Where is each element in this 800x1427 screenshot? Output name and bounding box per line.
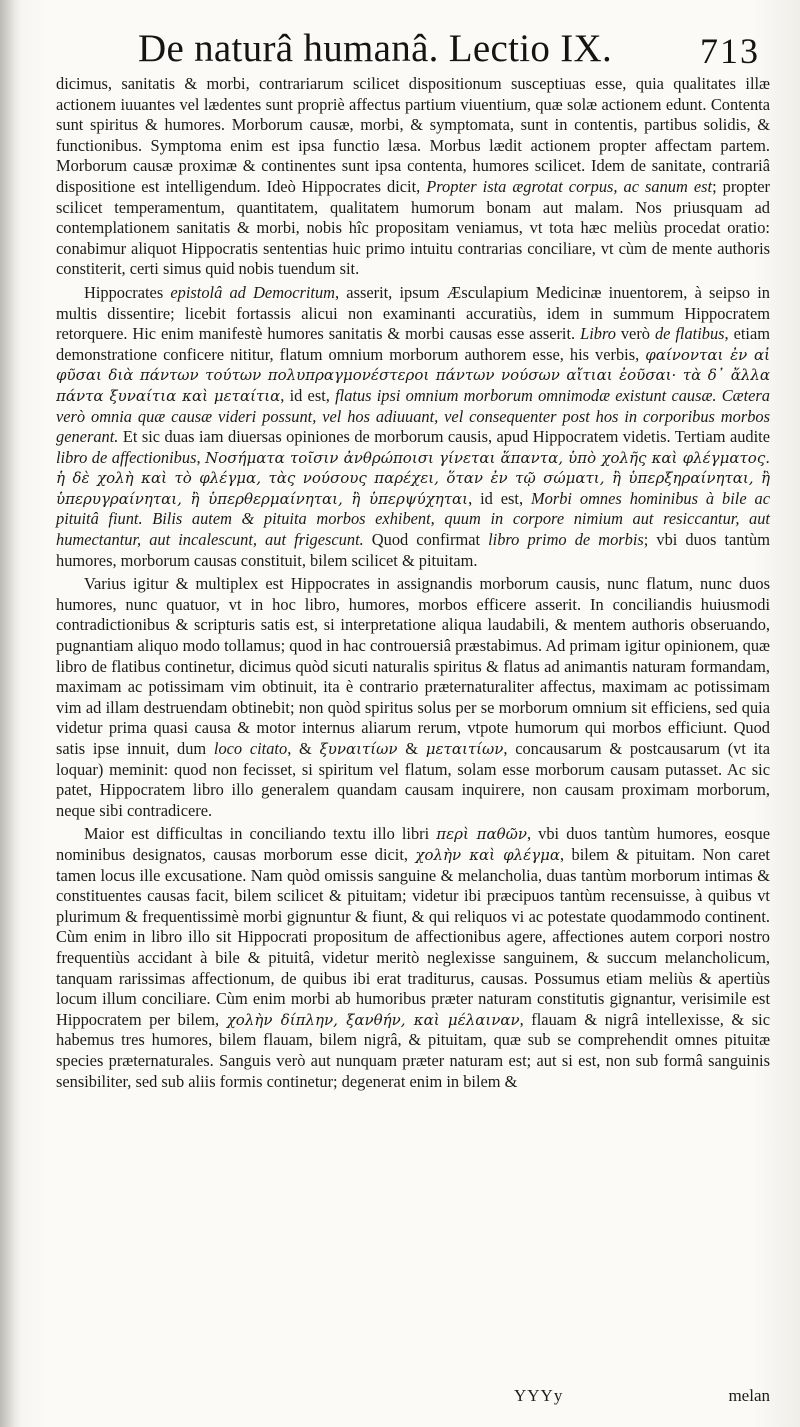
text-run: , vbi duos tantùm humores, eosque nominibus designatos, causas morborum esse dicit, (56, 824, 770, 864)
running-title: De naturâ humanâ. Lectio IX. (138, 27, 613, 70)
italic-citation: libro primo de morbis (488, 530, 644, 550)
text-run: ; propter scilicet temperamentum, quantitatem, qualitatem humorum bonam aut malam. Nos priusquam ad contemplationem sanitatis & morbi, nobis hîc propositam veniamus, vt tota hæc meliùs procedat oratio: conabimur aliquot Hippocratis sententias huic primo intuitu contrarias conciliare, vt cùm de mente authoris constiterit, certi simus quid nobis tuendum sit. (56, 176, 770, 279)
greek-quotation: ξυναιτίων (319, 740, 398, 758)
text-run: , flauam & nigrâ intellexisse, & sic habemus tres humores, bilem flauam, bilem nigrâ, & pituitam, quæ sub se comprehendit omnes pituitæ species præternaturales. Sanguis verò aut nunquam præter naturam est; aut si est, non sub formâ sanguinis sensibiliter, sed sub aliis formis continetur; degenerat enim in bilem & (56, 1009, 770, 1091)
greek-quotation: περὶ παθῶν (436, 825, 527, 844)
italic-citation: Libro (580, 324, 616, 344)
italic-citation: Morbi omnes hominibus à bile ac pituitâ fiunt. Bilis autem & pituita morbos exhibent, quum in corpore nimium aut resiccantur, aut humectantur, aut incalescunt, aut frigescunt. (56, 488, 770, 550)
greek-quotation: φαίνονται ἐν αἱ φῦσαι διὰ πάντων τούτων πολυπραγμονέστεροι πάντων νούσων αἴτιαι ἐοῦσαι· τὰ δ᾽ ἄλλα πάντα ξυναίτια καὶ μεταίτια (56, 345, 770, 405)
text-run: Quod confirmat (363, 530, 489, 550)
catchword: melan (728, 1386, 770, 1405)
text-run: , concausarum & postcausarum (vt ita loquar) meminit: quod non fecisset, si spiritum vel flatum, solam esse morborum causam putasset. Ac sic patet, Hippocratem libro illo generalem quandam causam inquirere, non causam proximam morborum, neque sibi contradicere. (56, 739, 770, 820)
text-run: Varius igitur & multiplex est Hippocrates in assignandis morborum causis, nunc flatum, nunc duos humores, nunc quatuor, vt in hoc libro, humores, morbos efficere asserit. In conciliandis huiusmodi contradictionibus & scripturis satis est, si interpretatione aliqua laudabili, & mentem authoris obseruando, pugnantiam aliquo modo tollamus; quod in hac controuersiâ præstabimus. Ad primam igitur opinionem, quæ libro de flatibus continetur, dicimus quòd sicuti naturalis spiritus & flatus ad animantis naturam formandam, maximam ac potissimam vim obtinuit, ita è contrario præternaturaliter affectus, maximam ac potissimam vim ad illam destruendam obtinebit; non quòd spiritus solus per se morborum omnium sit efficiens, sed quia videtur prima quasi causa & motor internus aliarum rerum, vtpote humorum qui morbos efficiunt. Quod satis ipse innuit, dum (56, 574, 770, 758)
greek-quotation: χολὴν δίπλην, ξανθήν, καὶ μέλαιναν (226, 1010, 520, 1029)
paragraph (56, 824, 770, 1092)
paragraph (56, 74, 770, 280)
signature-mark: YYYy (514, 1386, 564, 1405)
greek-quotation: μεταιτίων (425, 740, 504, 758)
italic-citation: de flatibus (654, 324, 725, 344)
paragraph (56, 574, 770, 821)
text-run: , & (287, 739, 320, 758)
text-run: , (196, 447, 206, 467)
text-run: verò (615, 324, 655, 344)
text-run: Et sic duas iam diuersas opiniones de morborum causis, apud Hippocratem videtis. Tertiam audite (118, 427, 770, 447)
text-run: , id est, (280, 385, 336, 405)
text-run: & (397, 739, 426, 758)
paragraph (56, 283, 770, 571)
italic-citation: loco citato (213, 739, 288, 758)
italic-citation: epistolâ ad Democritum (170, 282, 336, 302)
text-run: dicimus, sanitatis & morbi, contrariarum scilicet dispositionum susceptiuas esse, quia qualitates illæ actionem iuuantes vel lædentes sunt propriè affectus partium viuentium, quæ solæ actionem edunt. Contenta sunt spiritus & humores. Morborum causæ, morbi, & symptomata, sunt in contentis, partibus solidis, & functionibus. Symptoma enim est ipsa functio læsa. Morbus lædit actionem propter affectam partem. Morborum causæ proximæ & continentes sunt ipsa contenta, humores scilicet. Idem de sanitate, contrariâ dispositione est intelligendum. Ideò Hippocrates dicit, (56, 74, 770, 196)
italic-citation: Propter ista ægrotat corpus, ac sanum est (426, 176, 713, 196)
text-run: , bilem & pituitam. Non caret tamen locus ille excusatione. Nam quòd omissis sanguine & melancholia, duas tantùm morborum intimas & constituentes causas facit, bilem scilicet & pituitam; videtur ibi præcipuos tantùm recensuisse, à quibus vt plurimum & frequentissimè morbi gignuntur & fiunt, & qui reliquos vi ac potestate quodammodo continent. Cùm enim in libro illo sit Hippocrati propositum de affectionibus agere, affectiones autem corpori nostro frequentiùs accidant à bile & pituitâ, videtur meritò neglexisse sanguinem, & succum melancholicum, tanquam rarissimas affectionum, de quibus ibi erat traditurus, causas. Possumus etiam meliùs & apertiùs locum illum conciliare. Cùm enim morbi ab humoribus præter naturam constitutis gignantur, verisimile est Hippocratem per bilem, (56, 844, 770, 1029)
greek-quotation: Νοσήματα τοῖσιν ἀνθρώποισι γίνεται ἅπαντα, ὑπὸ χολῆς καὶ φλέγματος. ἡ δὲ χολὴ καὶ τὸ φλέγμα, τὰς νούσους παρέχει, ὅταν ἐν τῷ σώματι, ἢ ὑπερξηραίνηται, ἢ ὑπερυγραίνηται, ἢ ὑπερθερμαίνηται, ἢ ὑπερψύχηται (56, 448, 771, 508)
italic-citation: flatus ipsi omnium morborum omnimodæ existunt causæ. Cætera verò omnia quæ causæ videri possunt, vel hos adiuuant, vel consequenter post hos in corporibus morbos generant. (56, 385, 771, 447)
greek-quotation: χολὴν καὶ φλέγμα (415, 845, 561, 864)
text-run: , etiam demonstratione conficere nititur, flatum omnium morborum authorem esse, his verbis, (56, 324, 770, 364)
page-number: 713 (700, 31, 760, 71)
text-run: , asserit, ipsum Æsculapium Medicinæ inuentorem, à seipso in multis dissentire; licebit fortassis alicui non examinanti accuratiùs, idem in summum Hippocratem retorquere. Hic enim manifestè humores sanitatis & morbi causas esse asserit. (56, 282, 770, 344)
text-run: Hippocrates (84, 282, 171, 302)
italic-citation: libro de affectionibus (56, 447, 197, 467)
body-text (56, 74, 770, 1095)
text-run: ; vbi duos tantùm humores, morborum causas constituit, bilem scilicet & pituitam. (56, 530, 770, 570)
page-header (138, 26, 760, 76)
text-run: Maior est difficultas in conciliando textu illo libri (84, 824, 437, 844)
text-run: , id est, (468, 488, 531, 508)
spine-shadow (0, 0, 22, 1427)
page-footer (56, 1386, 770, 1410)
